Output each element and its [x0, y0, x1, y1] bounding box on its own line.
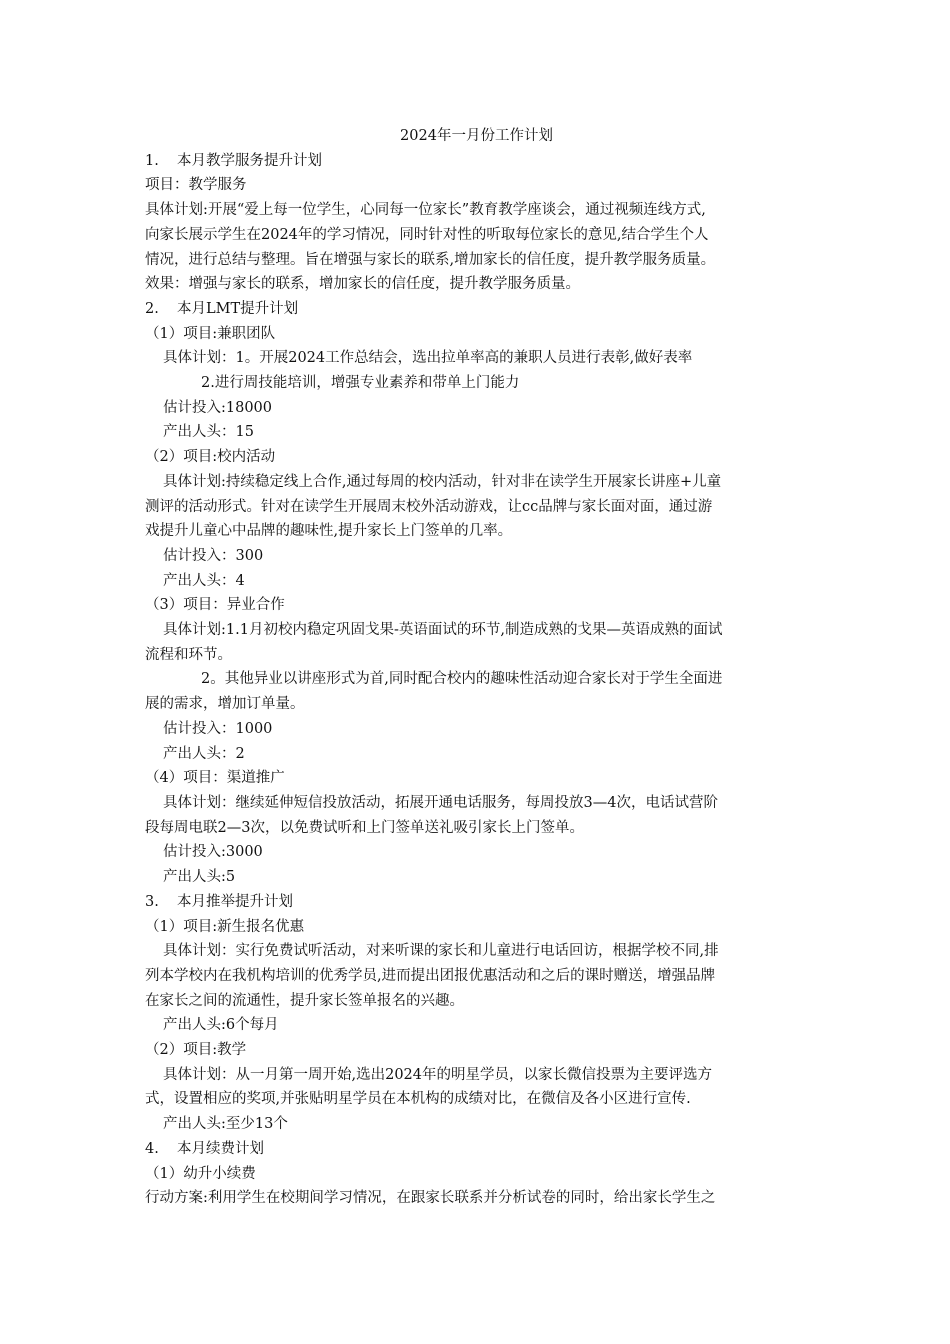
- section-4-heading-text: 本月续费计划: [177, 1140, 264, 1157]
- s2-p2-invest: 估计投入：300: [163, 547, 264, 564]
- s2-p3-plan1-line-1: 具体计划:1.1月初校内稳定巩固戈果-英语面试的环节,制造成熟的戈果—英语成熟的面试: [163, 622, 723, 639]
- s4-p1-title: （1）幼升小续费: [145, 1165, 256, 1182]
- section-4-heading: [145, 1137, 808, 1162]
- document-page: [145, 124, 808, 1211]
- s2-p3-plan2-line-1: 2。其他异业以讲座形式为首,同时配合校内的趣味性活动迎合家长对于学生全面进: [201, 671, 723, 688]
- section-3-heading-text: 本月推举提升计划: [177, 893, 293, 910]
- s2-p4-plan-line-1: 具体计划：继续延伸短信投放活动，拓展开通电话服务，每周投放3—4次，电话试营阶: [163, 794, 718, 811]
- s2-p1-output: 产出人头：15: [163, 424, 254, 441]
- section-1-number: 1.: [145, 152, 159, 169]
- document-title: 2024年一月份工作计划: [400, 128, 553, 144]
- s2-p2-title: （2）项目:校内活动: [145, 449, 276, 466]
- s3-p2-plan-line-1: 具体计划：从一月第一周开始,选出2024年的明星学员，以家长微信投票为主要评选方: [163, 1066, 713, 1083]
- s2-p3-plan1-line-2: 流程和环节。: [145, 646, 232, 663]
- section-4-number: 4.: [145, 1140, 159, 1157]
- s2-p2-plan-line-2: 测评的活动形式。针对在读学生开展周末校外活动游戏，让cc品牌与家长面对面，通过游: [145, 498, 713, 515]
- s3-p1-output: 产出人头:6个每月: [163, 1017, 279, 1034]
- section-1-heading-text: 本月教学服务提升计划: [177, 152, 322, 169]
- s1-plan-line-1: 具体计划:开展“爱上每一位学生，心同每一位家长”教育教学座谈会，通过视频连线方式,: [145, 202, 706, 219]
- s1-plan-line-3: 情况，进行总结与整理。旨在增强与家长的联系,增加家长的信任度，提升教学服务质量。: [145, 251, 716, 268]
- s3-p2-plan-line-2: 式，设置相应的奖项,并张贴明星学员在本机构的成绩对比，在微信及各小区进行宣传.: [145, 1091, 691, 1108]
- section-1-heading: [145, 149, 808, 174]
- s2-p1-plan-1: 具体计划：1。开展2024工作总结会，选出拉单率高的兼职人员进行表彰,做好表率: [163, 350, 693, 367]
- s2-p2-plan-line-3: 戏提升儿童心中品牌的趣味性,提升家长上门签单的几率。: [145, 523, 513, 540]
- section-3-heading: [145, 890, 808, 915]
- s1-effect: 效果：增强与家长的联系，增加家长的信任度，提升教学服务质量。: [145, 276, 580, 293]
- section-2-number: 2.: [145, 300, 159, 317]
- s3-p2-output: 产出人头:至少13个: [163, 1116, 288, 1133]
- s2-p3-output: 产出人头：2: [163, 745, 245, 762]
- s3-p1-plan-line-3: 在家长之间的流通性，提升家长签单报名的兴趣。: [145, 992, 464, 1009]
- s3-p2-title: （2）项目:教学: [145, 1042, 247, 1059]
- s4-p1-plan: 行动方案:利用学生在校期间学习情况，在跟家长联系并分析试卷的同时，给出家长学生之: [145, 1190, 716, 1207]
- s2-p2-plan-line-1: 具体计划:持续稳定线上合作,通过每周的校内活动，针对非在读学生开展家长讲座+儿童: [163, 473, 722, 490]
- section-3-number: 3.: [145, 893, 159, 910]
- s3-p1-plan-line-2: 列本学校内在我机构培训的优秀学员,进而提出团报优惠活动和之后的课时赠送，增强品牌: [145, 967, 716, 984]
- s3-p1-plan-line-1: 具体计划：实行免费试听活动，对来听课的家长和儿童进行电话回访，根据学校不同,排: [163, 943, 719, 960]
- section-2-heading-text: 本月LMT提升计划: [177, 300, 299, 317]
- s1-project: 项目：教学服务: [145, 177, 247, 194]
- s2-p1-invest: 估计投入:18000: [163, 399, 273, 416]
- s2-p3-plan2-line-2: 展的需求，增加订单量。: [145, 696, 305, 713]
- s2-p3-invest: 估计投入：1000: [163, 720, 273, 737]
- s3-p1-title: （1）项目:新生报名优惠: [145, 918, 305, 935]
- s2-p3-title: （3）项目：异业合作: [145, 597, 285, 614]
- section-2-heading: [145, 297, 808, 322]
- s2-p1-title: （1）项目:兼职团队: [145, 325, 276, 342]
- s2-p2-output: 产出人头：4: [163, 572, 245, 589]
- s2-p4-output: 产出人头:5: [163, 869, 236, 886]
- s1-plan-line-2: 向家长展示学生在2024年的学习情况，同时针对性的听取每位家长的意见,结合学生个人: [145, 226, 709, 243]
- s2-p1-plan-2: 2.进行周技能培训，增强专业素养和带单上门能力: [201, 375, 520, 392]
- s2-p4-plan-line-2: 段每周电联2—3次，以免费试听和上门签单送礼吸引家长上门签单。: [145, 819, 584, 836]
- s2-p4-title: （4）项目：渠道推广: [145, 770, 285, 787]
- s2-p4-invest: 估计投入:3000: [163, 844, 263, 861]
